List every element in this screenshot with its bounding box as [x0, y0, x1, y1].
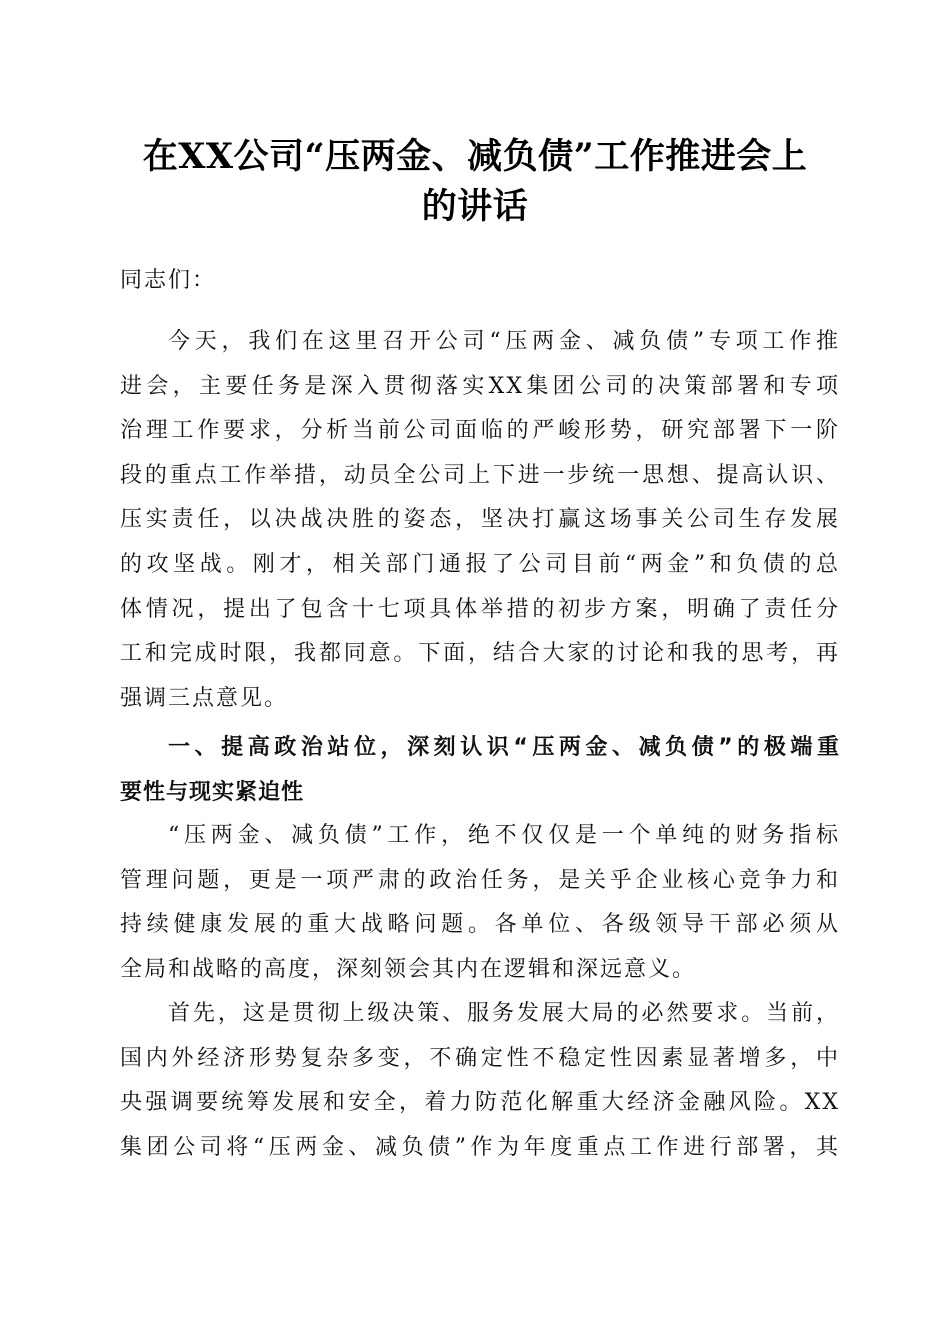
paragraph-line: 进会，主要任务是深入贯彻落实XX集团公司的决策部署和专项: [120, 373, 840, 399]
paragraph-line: 持续健康发展的重大战略问题。各单位、各级领导干部必须从: [120, 912, 840, 938]
heading-line: 要性与现实紧迫性: [120, 779, 305, 805]
paragraph-line: 管理问题，更是一项严肃的政治任务，是关乎企业核心竞争力和: [120, 867, 840, 893]
paragraph-significance: [120, 814, 840, 992]
title-line: 在XX公司“压两金、减负债”工作推进会上: [142, 136, 808, 177]
paragraph-line: 强调三点意见。: [120, 685, 289, 711]
salutation: 同志们：: [120, 268, 217, 293]
paragraph-line: 体情况，提出了包含十七项具体举措的初步方案，明确了责任分: [120, 596, 840, 622]
title-line: 的讲话: [421, 186, 529, 227]
paragraph-line: 央强调要统筹发展和安全，着力防范化解重大经济金融风险。XX: [120, 1090, 840, 1116]
document-title: [100, 132, 850, 232]
paragraph-line: 首先，这是贯彻上级决策、服务发展大局的必然要求。当前，: [168, 1001, 840, 1026]
paragraph-line: 的攻坚战。刚才，相关部门通报了公司目前“两金”和负债的总: [120, 551, 840, 577]
paragraph-line: 治理工作要求，分析当前公司面临的严峻形势，研究部署下一阶: [120, 418, 840, 444]
paragraph-line: 集团公司将“压两金、减负债”作为年度重点工作进行部署，其: [120, 1134, 840, 1160]
paragraph-line: 今天，我们在这里召开公司“压两金、减负债”专项工作推: [168, 329, 840, 354]
heading-line: 一、提高政治站位，深刻认识“压两金、减负债”的极端重: [168, 735, 840, 760]
section-heading-1: [120, 726, 840, 815]
paragraph-line: 国内外经济形势复杂多变，不确定性不稳定性因素显著增多，中: [120, 1045, 840, 1071]
paragraph-line: “压两金、减负债”工作，绝不仅仅是一个单纯的财务指标: [168, 823, 840, 848]
paragraph-line: 段的重点工作举措，动员全公司上下进一步统一思想、提高认识、: [120, 462, 840, 488]
paragraph-line: 工和完成时限，我都同意。下面，结合大家的讨论和我的思考，再: [120, 641, 840, 667]
paragraph-line: 全局和战略的高度，深刻领会其内在逻辑和深远意义。: [120, 956, 697, 982]
paragraph-line: 压实责任，以决战决胜的姿态，坚决打赢这场事关公司生存发展: [120, 507, 840, 533]
paragraph-first-point: [120, 992, 840, 1170]
paragraph-intro: [120, 320, 840, 721]
